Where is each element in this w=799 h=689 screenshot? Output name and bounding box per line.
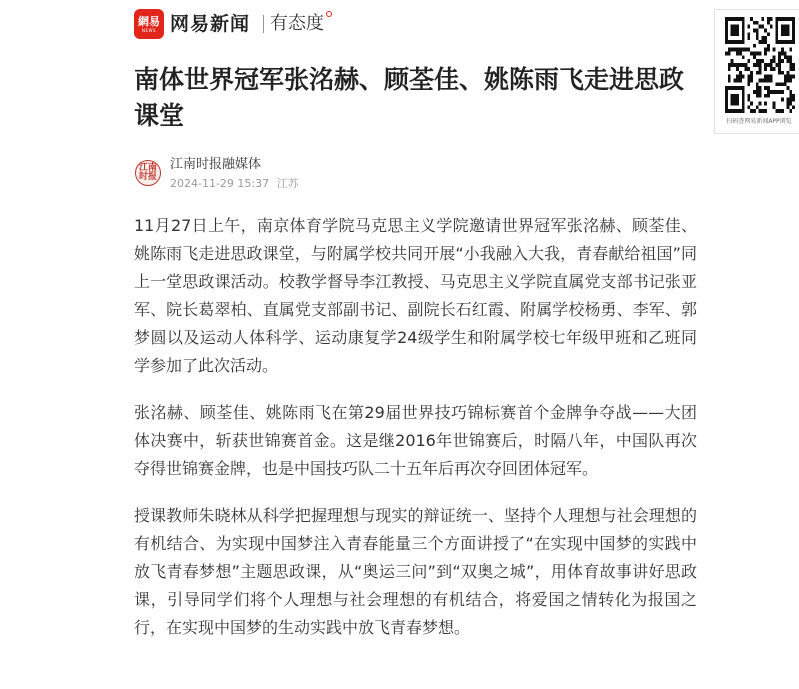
qr-code-panel xyxy=(714,9,799,134)
brand-slogan: 有态度 xyxy=(270,13,324,34)
brand-name[interactable]: 网易新闻 xyxy=(170,13,251,35)
brand-divider xyxy=(263,15,264,33)
publish-datetime: 2024-11-29 15:37 xyxy=(170,177,270,190)
article-paragraph: 张洺赫、顾荃佳、姚陈雨飞在第29届世界技巧锦标赛首个金牌争夺战——大团体决赛中，斩获世锦赛首金。这是继2016年世锦赛后，时隔八年，中国队再次夺得世锦赛金牌，也是中国技巧队二十五年后再次夺回团体冠军。 xyxy=(134,403,697,478)
article-body xyxy=(134,212,697,661)
article-paragraph: 授课教师朱晓林从科学把握理想与现实的辩证统一、坚持个人理想与社会理想的有机结合、为实现中国梦注入青春能量三个方面讲授了“在实现中国梦的实践中放飞青春梦想”主题思政课，从“奥运三问”到“双奥之城”，用体育故事讲好思政课，引导同学们将个人理想与社会理想的有机结合，将爱国之情转化为报国之行，在实现中国梦的生动实践中放飞青春梦想。 xyxy=(134,506,697,637)
qr-code-icon xyxy=(725,17,795,113)
article-title: 南体世界冠军张洺赫、顾荃佳、姚陈雨飞走进思政课堂 xyxy=(134,65,685,130)
article-paragraph: 11月27日上午，南京体育学院马克思主义学院邀请世界冠军张洺赫、顾荃佳、姚陈雨飞走进思政课堂，与附属学校共同开展“小我融入大我，青春献给祖国”同上一堂思政课活动。校教学督导李江教授、马克思主义学院直属党支部书记张亚军、院长葛翠柏、直属党支部副书记、副院长石红霞、附属学校杨勇、李军、郭梦圆以及运动人体科学、运动康复学24级学生和附属学校七年级甲班和乙班同学参加了此次活动。 xyxy=(134,216,697,375)
source-avatar[interactable]: 江南时报 xyxy=(135,160,161,186)
logo-sub: NEWS xyxy=(141,27,156,33)
qr-caption: 扫码查网易新闻APP浏览 xyxy=(726,118,792,125)
logo-mark: 網易 xyxy=(138,14,160,28)
article-source[interactable]: 江南时报融媒体 xyxy=(170,157,262,172)
publish-location: 江苏 xyxy=(276,177,299,190)
article-meta xyxy=(170,176,299,192)
netease-logo[interactable] xyxy=(134,9,164,39)
slogan-dot xyxy=(326,11,332,17)
